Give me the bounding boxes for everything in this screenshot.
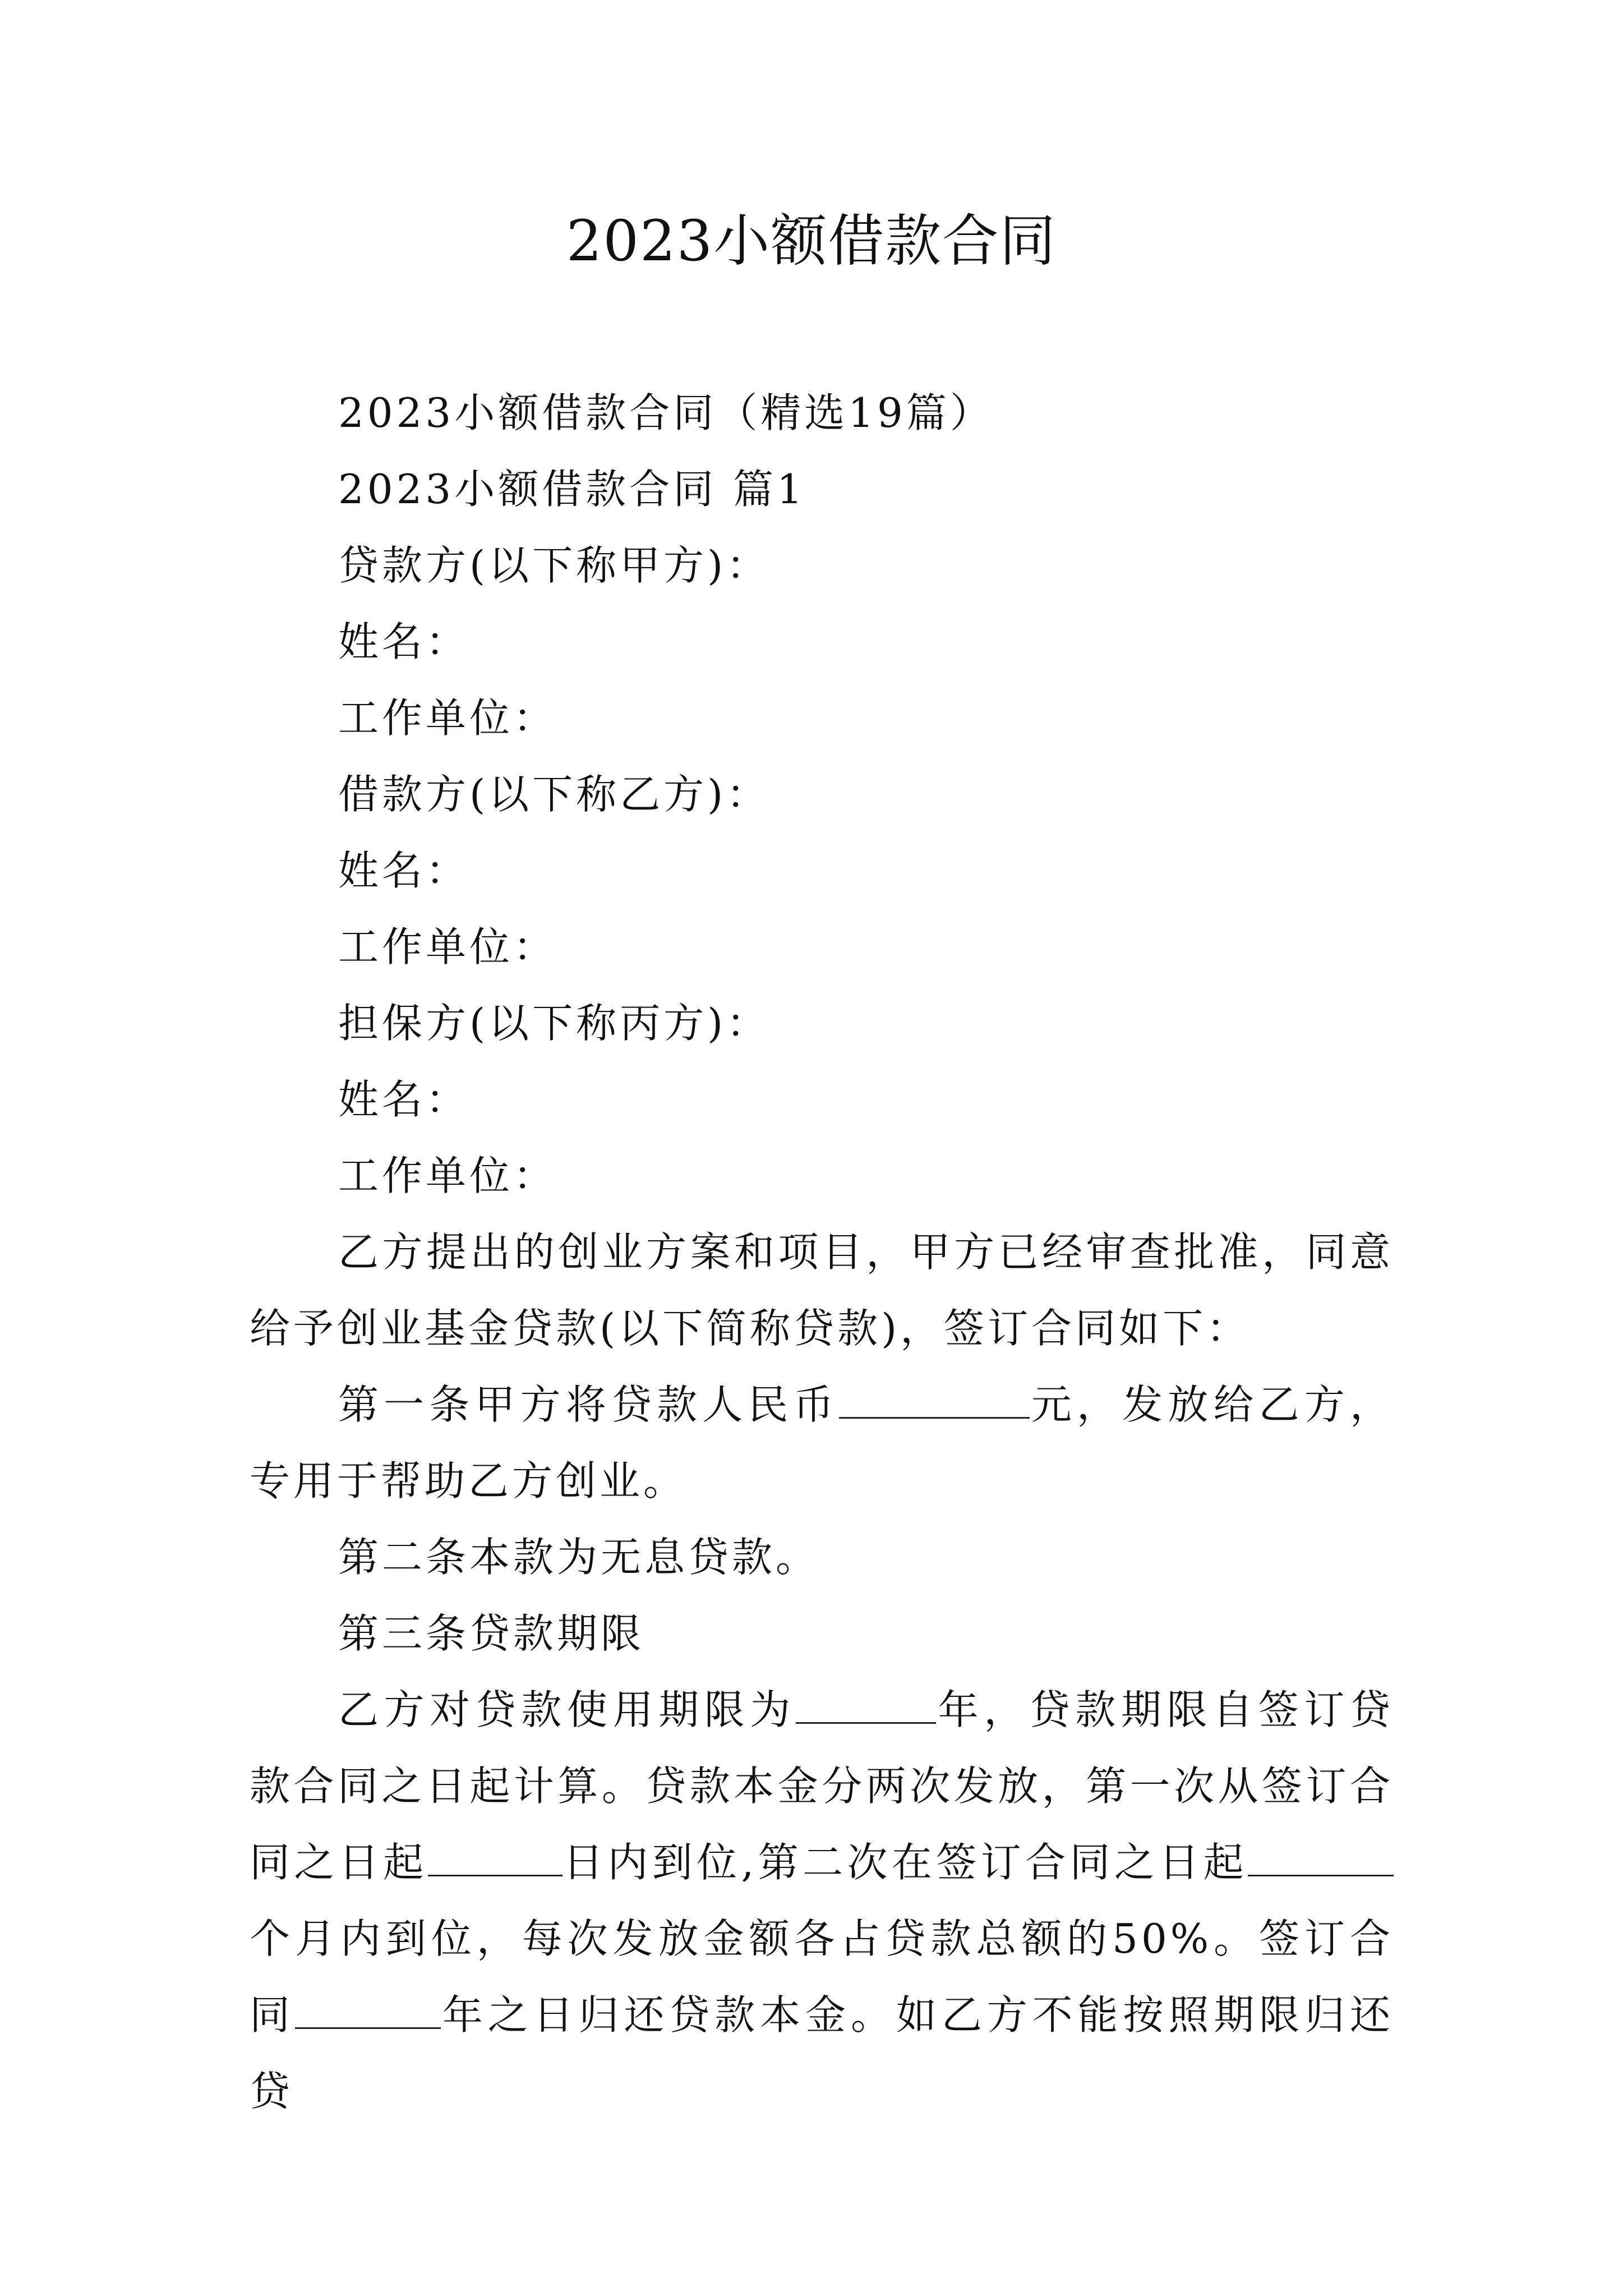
article-3-text-b: 年，贷款期限自签订贷款合同之日起计算。贷款本金分两次发放，第一次从签订合同之日起 <box>250 1686 1394 1886</box>
return-years-blank <box>295 1988 441 2029</box>
article-1 <box>250 1366 1394 1519</box>
borrower-work: 工作单位： <box>338 923 557 970</box>
guarantor-work: 工作单位： <box>338 1152 557 1199</box>
article-3-text-c: 日内到位,第二次在签订合同之日起 <box>562 1839 1248 1886</box>
article-1-text-b: 元，发放给乙方，专用于帮助乙方创业。 <box>250 1381 1394 1504</box>
guarantor-name: 姓名： <box>338 1076 470 1123</box>
article-3-text-a: 乙方对贷款使用期限为 <box>338 1686 796 1733</box>
borrower-heading: 借款方(以下称乙方)： <box>338 771 771 818</box>
term-years-blank <box>796 1683 936 1724</box>
article-3-text-e: 年之日归还贷款本金。如乙方不能按照期限归还贷 <box>250 1991 1394 2115</box>
article-3-text-d: 个月内到位，每次发放金额各占贷款总额的50%。签订合同 <box>250 1915 1394 2039</box>
subtitle: 2023小额借款合同（精选19篇） <box>338 389 994 436</box>
article-3-title: 第三条贷款期限 <box>338 1610 645 1657</box>
document-title: 2023小额借款合同 <box>566 208 1057 274</box>
article-3-body <box>250 1672 1394 2129</box>
document-body <box>250 375 1394 2129</box>
article-1-text-a: 第一条甲方将贷款人民币 <box>338 1381 839 1428</box>
lender-name: 姓名： <box>338 618 470 665</box>
amount-blank <box>839 1378 1030 1419</box>
section-heading: 2023小额借款合同 篇1 <box>338 466 806 513</box>
borrower-name: 姓名： <box>338 847 470 894</box>
months-blank <box>1248 1835 1394 1876</box>
lender-heading: 贷款方(以下称甲方)： <box>338 542 771 589</box>
lender-work: 工作单位： <box>338 694 557 742</box>
article-2: 第二条本款为无息贷款。 <box>338 1534 820 1581</box>
intro-paragraph: 乙方提出的创业方案和项目，甲方已经审查批准，同意给予创业基金贷款(以下简称贷款)，签订合同如下： <box>250 1228 1394 1352</box>
guarantor-heading: 担保方(以下称丙方)： <box>338 1000 771 1047</box>
days-blank <box>428 1835 562 1876</box>
